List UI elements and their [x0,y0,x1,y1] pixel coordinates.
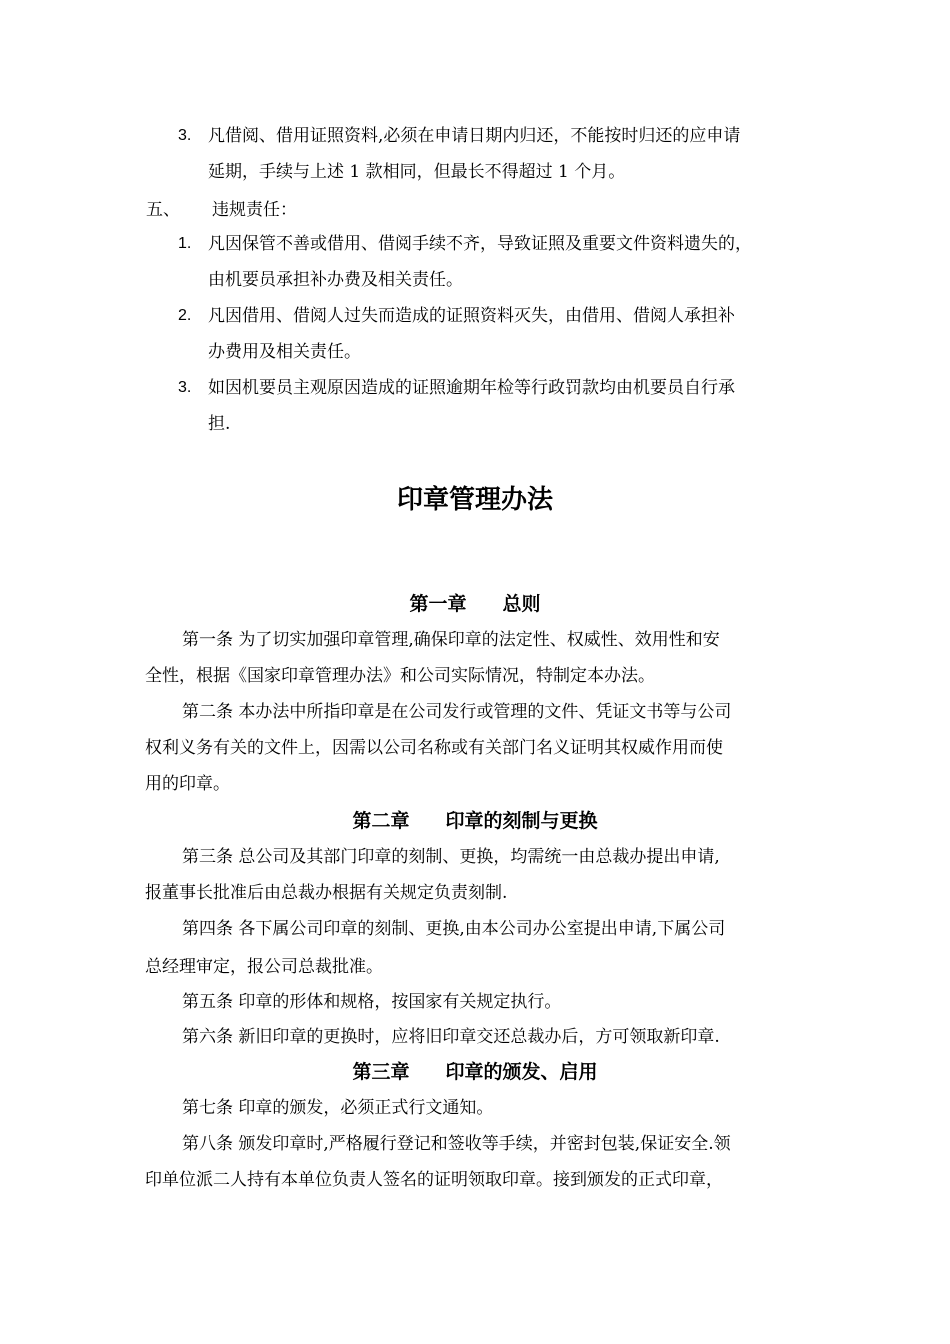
article-line: 总经理审定，报公司总裁批准。 [145,957,383,977]
article-line: 权利义务有关的文件上，因需以公司名称或有关部门名义证明其权威作用而使 [145,738,723,758]
document-title: 印章管理办法 [396,485,553,515]
list-text-line: 凡因借用、借阅人过失而造成的证照资料灭失，由借用、借阅人承担补 [208,306,735,326]
chapter-number: 第三章 [352,1061,410,1083]
list-text-line: 如因机要员主观原因造成的证照逾期年检等行政罚款均由机要员自行承 [208,378,735,398]
list-text-line: 凡因保管不善或借用、借阅手续不齐，导致证照及重要文件资料遗失的， [208,234,752,254]
list-number: 2. [178,307,192,324]
article-line: 印单位派二人持有本单位负责人签名的证明领取印章。接到颁发的正式印章， [145,1170,723,1190]
list-text-line: 由机要员承担补办费及相关责任。 [208,270,463,290]
chapter-heading [0,808,950,834]
chapter-name: 印章的刻制与更换 [445,810,598,832]
chapter-heading [0,591,950,617]
article-line: 第一条 为了切实加强印章管理,确保印章的法定性、权威性、效用性和安 [182,630,720,650]
list-text-line: 凡借阅、借用证照资料,必须在申请日期内归还，不能按时归还的应申请 [208,126,741,146]
article-line: 第四条 各下属公司印章的刻制、更换,由本公司办公室提出申请,下属公司 [182,919,726,939]
article-line: 第八条 颁发印章时,严格履行登记和签收等手续，并密封包装,保证安全.领 [182,1134,731,1154]
article-line: 报董事长批准后由总裁办根据有关规定负责刻制. [145,883,508,903]
list-text-line: 延期，手续与上述 1 款相同，但最长不得超过 1 个月。 [208,162,626,182]
chapter-number: 第二章 [352,810,410,832]
section-number: 五、 [146,200,180,220]
article-line: 用的印章。 [145,774,230,794]
article-line: 第七条 印章的颁发，必须正式行文通知。 [182,1098,494,1118]
article-line: 第三条 总公司及其部门印章的刻制、更换，均需统一由总裁办提出申请, [182,847,720,867]
chapter-name: 印章的颁发、启用 [445,1061,598,1083]
list-number: 1. [178,235,192,252]
list-text-line: 办费用及相关责任。 [208,342,361,362]
list-number: 3. [178,379,192,396]
article-line: 全性，根据《国家印章管理办法》和公司实际情况，特制定本办法。 [145,666,655,686]
chapter-heading [0,1059,950,1085]
article-line: 第六条 新旧印章的更换时，应将旧印章交还总裁办后，方可领取新印章. [182,1027,720,1047]
section-heading: 违规责任： [212,200,297,220]
list-text-line: 担. [208,414,231,434]
chapter-name: 总则 [502,593,541,615]
article-line: 第五条 印章的形体和规格，按国家有关规定执行。 [182,992,562,1012]
list-number: 3. [178,127,192,144]
article-line: 第二条 本办法中所指印章是在公司发行或管理的文件、凭证文书等与公司 [182,702,732,722]
chapter-number: 第一章 [409,593,467,615]
